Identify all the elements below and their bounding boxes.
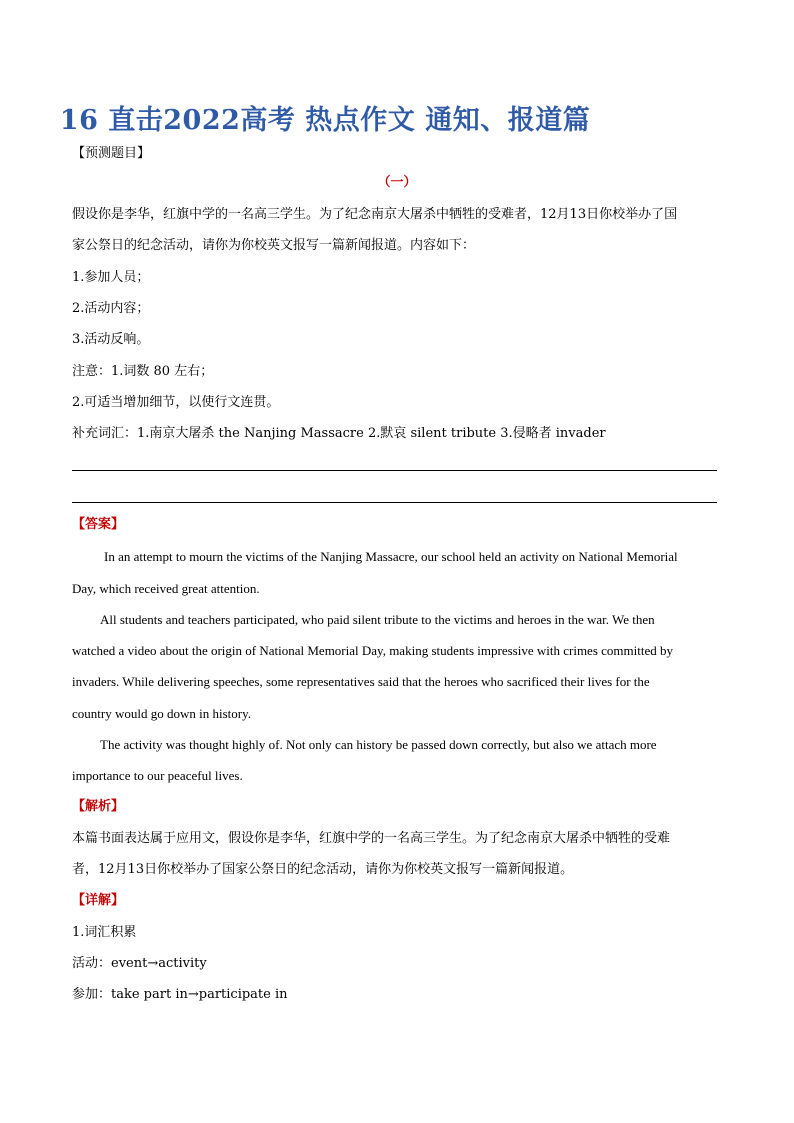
detail-heading: 【详解】 (72, 893, 125, 908)
detail-line: 活动：event→activity (72, 956, 207, 971)
prompt-vocab: 补充词汇：1.南京大屠杀 the Nanjing Massacre 2.默哀 silent tribute 3.侵略者 invader (72, 426, 606, 441)
analysis-heading: 【解析】 (72, 799, 125, 814)
answer-line: In an attempt to mourn the victims of the Nanjing Massacre, our school held an activity on National Memorial (104, 549, 678, 564)
answer-line: Day, which received great attention. (72, 581, 260, 596)
question-number: （一） (377, 175, 417, 190)
analysis-line: 本篇书面表达属于应用文，假设你是李华，红旗中学的一名高三学生。为了纪念南京大屠杀中牺牲的受难 (72, 831, 671, 846)
writing-line (72, 470, 717, 471)
prompt-item: 1.参加人员； (72, 270, 150, 285)
answer-line: importance to our peaceful lives. (72, 768, 243, 783)
prompt-item: 3.活动反响。 (72, 332, 150, 347)
page-title: 16 直击2022高考 热点作文 通知、报道篇 (59, 105, 591, 136)
detail-line: 参加：take part in→participate in (72, 987, 288, 1002)
answer-line: country would go down in history. (72, 706, 251, 721)
prompt-note: 2.可适当增加细节，以使行文连贯。 (72, 395, 280, 410)
answer-line: All students and teachers participated, who paid silent tribute to the victims and heroes in the war. We then (100, 612, 655, 627)
prompt-line: 家公祭日的纪念活动，请你为你校英文报写一篇新闻报道。内容如下： (72, 238, 476, 253)
prompt-item: 2.活动内容； (72, 301, 150, 316)
writing-line (72, 502, 717, 503)
answer-heading: 【答案】 (72, 517, 125, 532)
analysis-line: 者，12月13日你校举办了国家公祭日的纪念活动，请你为你校英文报写一篇新闻报道。 (72, 862, 574, 877)
prompt-note: 注意：1.词数 80 左右； (72, 364, 214, 379)
answer-line: The activity was thought highly of. Not only can history be passed down correctly, but also we attach more (100, 737, 657, 752)
answer-line: invaders. While delivering speeches, some representatives said that the heroes who sacrificed their lives for the (72, 674, 650, 689)
detail-line: 1.词汇积累 (72, 925, 137, 940)
prompt-line: 假设你是李华，红旗中学的一名高三学生。为了纪念南京大屠杀中牺牲的受难者，12月13日你校举办了国 (72, 207, 678, 222)
answer-line: watched a video about the origin of National Memorial Day, making students impressive with crimes committed by (72, 643, 673, 658)
section-predict-heading: 【预测题目】 (72, 146, 151, 161)
